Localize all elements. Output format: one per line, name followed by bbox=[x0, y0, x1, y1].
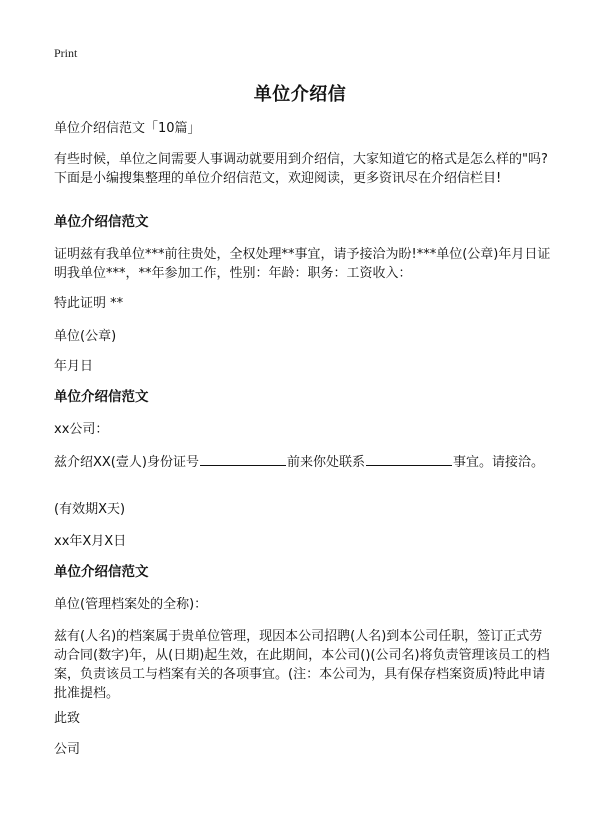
letter-2-date: xx年X月X日 bbox=[54, 534, 127, 549]
letter-3-addressee: 单位(管理档案处的全称)： bbox=[54, 597, 208, 612]
letter-2-validity: (有效期X天) bbox=[54, 502, 126, 517]
intro-subtitle: 单位介绍信范文「10篇」 bbox=[54, 121, 201, 136]
id-number-blank bbox=[200, 452, 286, 466]
letter-1-heading: 单位介绍信范文 bbox=[54, 214, 149, 230]
letter-3-body: 兹有(人名)的档案属于贵单位管理，现因本公司招聘(人名)到本公司任职，签订正式劳动合同(数字)年，从(日期)起生效，在此期间，本公司()(公司名)将负责管理该员工的档案，负责该员工与档案有关的各项事宜。(注：本公司为，具有保存档案资质)特此申请批准提档。 bbox=[54, 629, 550, 701]
intro-paragraph: 有些时候，单位之间需要人事调动就要用到介绍信，大家知道它的格式是怎么样的"吗?下面是小编搜集整理的单位介绍信范文，欢迎阅读，更多资讯尽在介绍信栏目! bbox=[54, 152, 548, 186]
letter-2-body-part-1: 兹介绍XX(壹人)身份证号 bbox=[54, 455, 199, 470]
letter-1-date: 年月日 bbox=[54, 359, 94, 374]
page-title: 单位介绍信 bbox=[253, 84, 347, 105]
matter-blank bbox=[366, 452, 452, 466]
letter-3-closing: 此致 bbox=[54, 711, 81, 726]
letter-3-signature: 公司 bbox=[54, 742, 81, 757]
letter-1-certify: 特此证明 ** bbox=[54, 296, 124, 311]
letter-1-body: 证明兹有我单位***前往贵处，全权处理**事宜，请予接洽为盼!***单位(公章)年月日证明我单位***，**年参加工作，性别：年龄：职务：工资收入： bbox=[54, 247, 551, 281]
letter-2-heading: 单位介绍信范文 bbox=[54, 389, 149, 405]
letter-3-heading: 单位介绍信范文 bbox=[54, 564, 149, 580]
letter-1-seal: 单位(公章) bbox=[54, 329, 117, 344]
letter-2-body-part-3: 事宜。请接洽。 bbox=[452, 455, 544, 470]
letter-2-body bbox=[54, 452, 554, 472]
letter-2-addressee: xx公司： bbox=[54, 422, 109, 437]
letter-2-body-part-2: 前来你处联系 bbox=[286, 455, 365, 470]
print-label: Print bbox=[54, 46, 78, 60]
